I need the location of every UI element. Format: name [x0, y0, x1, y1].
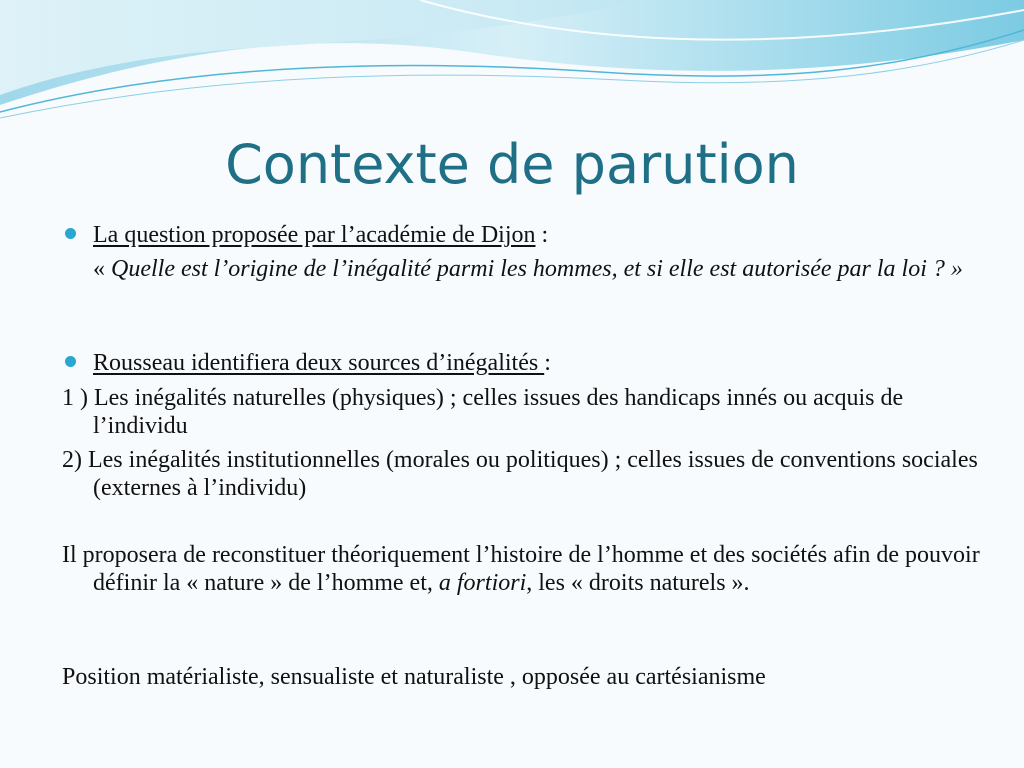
question-colon: : [535, 222, 549, 248]
sources-label: Rousseau identifiera deux sources d’inégalités [93, 350, 545, 376]
quote-text: Quelle est l’origine de l’inégalité parmi les hommes, et si elle est autorisée par la loi ? » [111, 256, 963, 282]
paragraph-position: Position matérialiste, sensualiste et naturaliste , opposée au cartésianisme [62, 664, 766, 690]
list-item-institutional-inequalities: 2) Les inégalités institutionnelles (morales ou politiques) ; celles issues de conventions sociales (externes à l’individu) [62, 447, 978, 501]
decorative-wave-header [0, 0, 1024, 130]
bullet-icon [65, 356, 76, 367]
slide-title: Contexte de parution [225, 133, 799, 196]
bullet-point-sources [62, 349, 993, 377]
question-quote [93, 255, 993, 283]
para3-after: , les « droits naturels ». [526, 570, 750, 596]
bullet-point-question [62, 221, 993, 283]
sources-colon: : [544, 350, 551, 376]
quote-open: « [93, 256, 111, 282]
bullet-icon [65, 228, 76, 239]
para3-before: Il proposera de reconstituer théoriquement l’histoire de l’homme et des sociétés afin de pouvoir définir la « nature » de l’homme et, [62, 542, 980, 596]
question-label: La question proposée par l’académie de Dijon [93, 222, 536, 248]
paragraph-reconstitution [62, 541, 993, 597]
para3-italic: a fortiori [438, 570, 527, 596]
list-item-natural-inequalities: 1 ) Les inégalités naturelles (physiques) ; celles issues des handicaps innés ou acquis de l’individu [62, 385, 904, 439]
